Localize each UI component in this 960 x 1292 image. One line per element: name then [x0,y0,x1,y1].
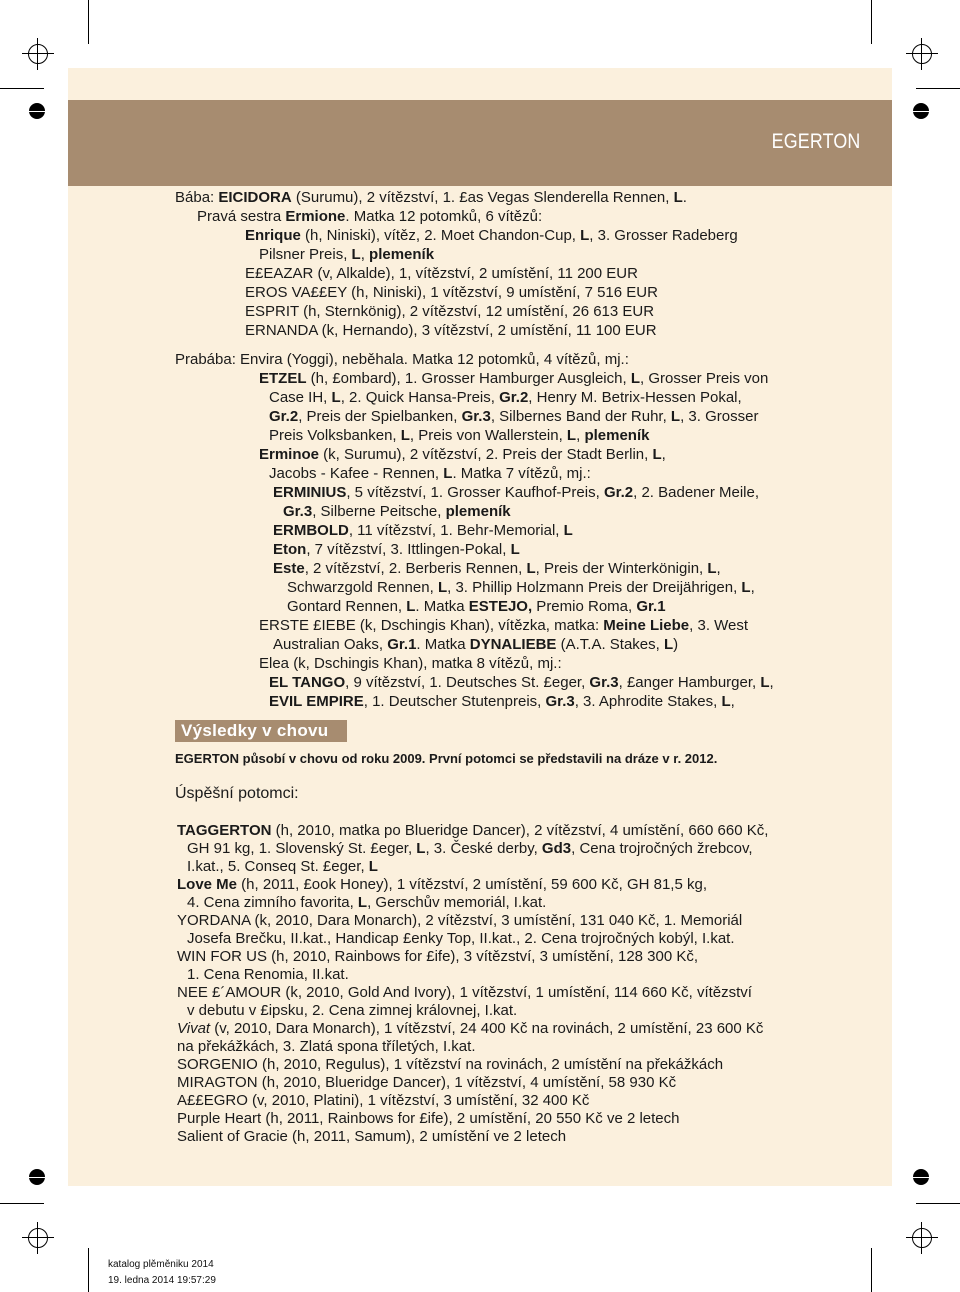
pedigree-line: ERMINIUS, 5 vítězství, 1. Grosser Kaufhof-Preis, Gr.2, 2. Badener Meile, [273,484,760,501]
pedigree-line: Jacobs - Kafee - Rennen, L. Matka 7 vítězů, mj.: [269,465,591,482]
registration-mark-icon [37,1222,38,1254]
pedigree-line: ERSTE £IEBE (k, Dschingis Khan), vítězka, matka: Meine Liebe, 3. West [259,617,749,634]
offspring-line: 4. Cena zimního favorita, L, Gerschův memoriál, I.kat. [187,894,547,911]
registration-dot-icon [25,1177,49,1178]
pedigree-line: Prabába: Envira (Yoggi), neběhala. Matka 12 potomků, 4 vítězů, mj.: [175,351,629,368]
crop-mark [88,0,89,44]
offspring-line: SORGENIO (h, 2010, Regulus), 1 vítězství na rovinách, 2 umístění na překážkách [177,1056,724,1073]
crop-mark [0,1203,44,1204]
section-title: Výsledky v chovu [181,721,329,740]
crop-mark [916,1203,960,1204]
pedigree-line: ESPRIT (h, Sternkönig), 2 vítězství, 12 umístění, 26 613 EUR [245,303,655,320]
offspring-line: 1. Cena Renomia, II.kat. [187,966,349,983]
pedigree-line: Bába: EICIDORA (Surumu), 2 vítězství, 1. £as Vegas Slenderella Rennen, L. [175,189,687,206]
pedigree-line: Australian Oaks, Gr.1. Matka DYNALIEBE (A.T.A. Stakes, L) [273,636,679,653]
registration-mark-icon [906,53,938,54]
pedigree-line: ERNANDA (k, Hernando), 3 vítězství, 2 umístění, 11 100 EUR [245,322,657,339]
registration-mark-icon [22,1237,54,1238]
crop-mark [871,0,872,44]
offspring-line: TAGGERTON (h, 2010, matka po Blueridge Dancer), 2 vítězství, 4 umístění, 660 660 Kč, [177,822,769,839]
offspring-line: YORDANA (k, 2010, Dara Monarch), 2 vítězství, 3 umístění, 131 040 Kč, 1. Memoriál [177,912,743,929]
crop-mark [871,1248,872,1292]
registration-mark-icon [921,1222,922,1254]
pedigree-line: Eton, 7 vítězství, 3. Ittlingen-Pokal, L [273,541,520,558]
crop-mark [0,88,44,89]
registration-mark-icon [906,1237,938,1238]
pedigree-line: EL TANGO, 9 vítězství, 1. Deutsches St. £eger, Gr.3, £anger Hamburger, L, [269,674,774,691]
crop-mark [88,1248,89,1292]
offspring-line: I.kat., 5. Conseq St. £eger, L [187,858,378,875]
header-band [68,100,892,186]
pedigree-line: Enrique (h, Niniski), vítěz, 2. Moet Chandon-Cup, L, 3. Grosser Radeberg [245,227,738,244]
registration-mark-icon [912,1228,932,1248]
pedigree-line: Pravá sestra Ermione. Matka 12 potomků, 6 vítězů: [197,208,543,225]
page-title: EGERTON [771,130,860,153]
registration-mark-icon [28,1228,48,1248]
pedigree-line: Case IH, L, 2. Quick Hansa-Preis, Gr.2, Henry M. Betrix-Hessen Pokal, [269,389,742,406]
registration-mark-icon [921,38,922,70]
pedigree-line: EVIL EMPIRE, 1. Deutscher Stutenpreis, Gr.3, 3. Aphrodite Stakes, L, [269,693,735,710]
pedigree-line: Gontard Rennen, L. Matka ESTEJO, Premio Roma, Gr.1 [287,598,666,615]
footer-catalog: katalog plěměniku 2014 [108,1259,214,1270]
offspring-line: A££EGRO (v, 2010, Platini), 1 vítězství, 3 umístění, 32 400 Kč [177,1092,590,1109]
offspring-line: Purple Heart (h, 2011, Rainbows for £ife), 2 umístění, 20 550 Kč ve 2 letech [177,1110,680,1127]
registration-mark-icon [22,53,54,54]
pedigree-line: E£EAZAR (v, Alkalde), 1, vítězství, 2 umístění, 11 200 EUR [245,265,638,282]
offspring-line: Love Me (h, 2011, £ook Honey), 1 vítězství, 2 umístění, 59 600 Kč, GH 81,5 kg, [177,876,707,893]
registration-mark-icon [37,38,38,70]
pedigree-line: ETZEL (h, £ombard), 1. Grosser Hamburger Ausgleich, L, Grosser Preis von [259,370,769,387]
pedigree-line: ERMBOLD, 11 vítězství, 1. Behr-Memorial, L [273,522,573,539]
offspring-line: na překážkách, 3. Zlatá spona tříletých, I.kat. [177,1038,476,1055]
pedigree-line: Erminoe (k, Surumu), 2 vítězství, 2. Preis der Stadt Berlin, L, [259,446,666,463]
offspring-line: Salient of Gracie (h, 2011, Samum), 2 umístění ve 2 letech [177,1128,567,1145]
registration-dot-icon [909,111,933,112]
offspring-line: Vivat (v, 2010, Dara Monarch), 1 vítězství, 24 400 Kč na rovinách, 2 umístění, 23 600 Kč [177,1020,764,1037]
footer-date: 19. ledna 2014 19:57:29 [108,1275,216,1286]
pedigree-line: Schwarzgold Rennen, L, 3. Phillip Holzmann Preis der Dreijährigen, L, [287,579,755,596]
offspring-line: MIRAGTON (h, 2010, Blueridge Dancer), 1 vítězství, 4 umístění, 58 930 Kč [177,1074,677,1091]
offspring-line: NEE £´AMOUR (k, 2010, Gold And Ivory), 1 vítězství, 1 umístění, 114 660 Kč, vítězství [177,984,752,1001]
registration-mark-icon [28,44,48,64]
pedigree-line: Pilsner Preis, L, plemeník [259,246,435,263]
offspring-line: Josefa Brečku, II.kat., Handicap £enky Top, II.kat., 2. Cena trojročných kobýl, I.kat. [187,930,735,947]
pedigree-line: Este, 2 vítězství, 2. Berberis Rennen, L, Preis der Winterkönigin, L, [273,560,721,577]
offspring-line: GH 91 kg, 1. Slovenský St. £eger, L, 3. České derby, Gd3, Cena trojročných žrebcov, [187,840,753,857]
intro-line: EGERTON působí v chovu od roku 2009. První potomci se představili na dráze v r. 2012. [175,751,718,766]
subheading: Úspěšní potomci: [175,785,299,802]
registration-dot-icon [909,1177,933,1178]
pedigree-line: Gr.2, Preis der Spielbanken, Gr.3, Silbernes Band der Ruhr, L, 3. Grosser [269,408,759,425]
pedigree-line: EROS VA££EY (h, Niniski), 1 vítězství, 9 umístění, 7 516 EUR [245,284,658,301]
pedigree-line: Gr.3, Silberne Peitsche, plemeník [283,503,511,520]
section-heading [175,720,347,742]
pedigree-line: Preis Volksbanken, L, Preis von Wallerstein, L, plemeník [269,427,650,444]
registration-dot-icon [25,111,49,112]
crop-mark [916,88,960,89]
offspring-line: v debutu v £ipsku, 2. Cena zimnej královnej, I.kat. [187,1002,518,1019]
pedigree-line: Elea (k, Dschingis Khan), matka 8 vítězů, mj.: [259,655,562,672]
registration-mark-icon [912,44,932,64]
offspring-line: WIN FOR US (h, 2010, Rainbows for £ife), 3 vítězství, 3 umístění, 128 300 Kč, [177,948,699,965]
